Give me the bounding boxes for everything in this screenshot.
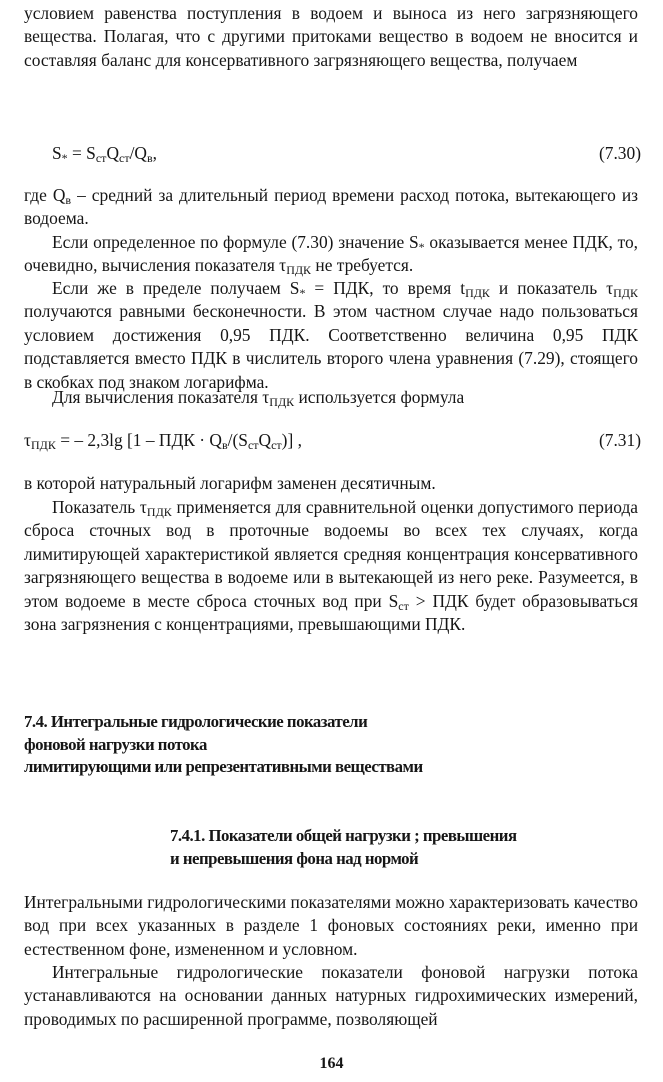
formula-7-30: $S_* = S_{ст}Q_{ст}/Q_в$, [52, 143, 158, 165]
paragraph-natural-log: в которой натуральный логарифм заменен десятичным. [24, 473, 436, 493]
paragraph-if-equal: Если же в пределе получаем $S_*$ = ПДК, то время $t_{ПДК}$ и показатель $\tau_{ПДК}$ получаются равными бесконечности. В этом частном случае надо пользоваться условием достижения 0,95 ПДК. Соответственно величина 0,95 ПДК подставляется вместо ПДК в числитель второго члена уравнения (7.29), стоящего в скобках под знаком логарифма. [24, 278, 638, 392]
paragraph-integral-2: Интегральные гидрологические показатели фоновой нагрузки потока устанавливаются на основании данных натурных гидрохимических измерений, проводимых по расширенной программе, позволяющей [24, 962, 638, 1029]
paragraph-balance: условием равенства поступления в водоем и выноса из него загрязняющего вещества. Полагая, что с другими притоками вещество в водоем не вносится и составляя баланс для консервативного загрязняющего вещества, получаем [24, 3, 638, 70]
equation-number-7-30: (7.30) [598, 143, 641, 163]
paragraph-where: где $Q_в$ – средний за длительный период времени расход потока, вытекающего из водоема. [24, 185, 638, 229]
subsection-heading-7-4-1: 7.4.1. Показатели общей нагрузки ; превышения и непревышения фона над нормой [170, 826, 517, 868]
section-heading-7-4: 7.4. Интегральные гидрологические показатели фоновой нагрузки потока лимитирующими или репрезентативными веществами [24, 712, 423, 777]
page-number: 164 [319, 1055, 344, 1072]
paragraph-formula-intro: Для вычисления показателя $\tau_{ПДК}$ используется формула [52, 387, 465, 409]
formula-7-31: $\tau_{ПДК}$ = – 2,3lg [1 – ПДК · $Q_в/(S_{ст}Q_{ст})$] , [24, 430, 302, 452]
paragraph-if-less: Если определенное по формуле (7.30) значение $S_*$ оказывается менее ПДК, то, очевидно, вычисления показателя $\tau_{ПДК}$ не требуется. [24, 232, 638, 278]
paragraph-indicator: Показатель $\tau_{ПДК}$ применяется для сравнительной оценки допустимого периода сброса сточных вод в проточные водоемы во всех тех случаях, когда лимитирующей характеристикой является средняя концентрация консервативного загрязняющего вещества в водоеме или в вытекающей из него реке. Разумеется, в этом водоеме в месте сброса сточных вод при $S_{ст}$ > ПДК будет образовываться зона загрязнения с концентрациями, превышающими ПДК. [24, 497, 639, 635]
equation-number-7-31: (7.31) [598, 430, 641, 450]
paragraph-integral-1: Интегральными гидрологическими показателями можно характеризовать качество вод при всех указанных в разделе 1 фоновых состояниях реки, именно при естественном фоне, измененном и условном. [24, 892, 638, 959]
